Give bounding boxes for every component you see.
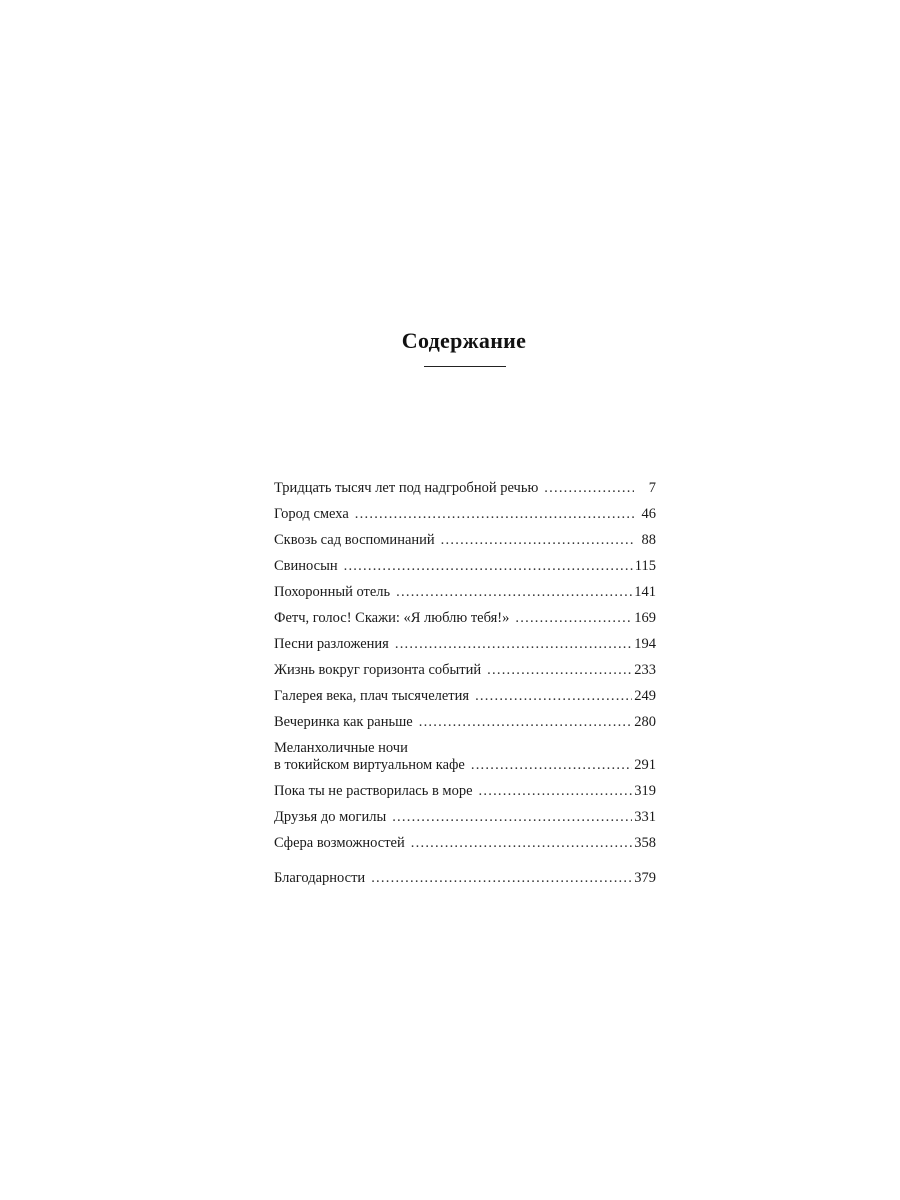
- toc-leader-dots: [371, 870, 632, 887]
- toc-leader-dots: [419, 714, 633, 731]
- toc-entry: [274, 662, 656, 679]
- toc-leader-dots: [479, 783, 633, 800]
- toc-entry-title: Друзья до могилы: [274, 809, 387, 825]
- toc-entry-title: Сквозь сад воспоминаний: [274, 532, 435, 548]
- toc-leader-dots: [344, 558, 633, 575]
- toc-leader-dots: [355, 506, 634, 523]
- toc-entry-page: 141: [634, 584, 656, 600]
- toc-entry-page: 169: [634, 610, 656, 626]
- toc-entry-title: Галерея века, плач тысячелетия: [274, 688, 470, 704]
- toc-entry-title: Пока ты не растворилась в море: [274, 783, 473, 799]
- toc-entry-title: Вечеринка как раньше: [274, 714, 413, 730]
- toc-entry-page: 115: [634, 558, 656, 574]
- toc-entry: [274, 480, 656, 497]
- toc-leader-dots: [475, 688, 632, 705]
- toc-entry: [274, 558, 656, 575]
- toc-leader-dots: [544, 480, 634, 497]
- toc-entry: [274, 636, 656, 653]
- toc-entry-page: 233: [634, 662, 656, 678]
- toc-entry-title: Похоронный отель: [274, 584, 391, 600]
- toc-leader-dots: [392, 809, 632, 826]
- toc-entry-page: 379: [634, 870, 656, 886]
- toc-entry: [274, 584, 656, 601]
- toc-entry-page: 249: [634, 688, 656, 704]
- toc-entry: [274, 714, 656, 731]
- toc-entry-page: 291: [634, 757, 656, 773]
- toc-leader-dots: [411, 835, 632, 852]
- toc-leader-dots: [396, 584, 632, 601]
- toc-entry-page: 319: [634, 783, 656, 799]
- toc-entry-title: Сфера возможностей: [274, 835, 405, 851]
- toc-entry-page: 358: [634, 835, 656, 851]
- toc-entry-page: 7: [648, 480, 656, 496]
- toc-entry: [274, 809, 656, 826]
- toc-leader-dots: [441, 532, 634, 549]
- title-underline: [424, 366, 506, 367]
- toc-entry: [274, 783, 656, 800]
- toc-entry-page: 194: [634, 636, 656, 652]
- page-title: Содержание: [401, 328, 527, 353]
- toc-entry-title: Тридцать тысяч лет под надгробной речью: [274, 480, 539, 496]
- toc-entry: [274, 835, 656, 852]
- toc-entry: [274, 610, 656, 627]
- toc-entry-title: Песни разложения: [274, 636, 389, 652]
- table-of-contents: [274, 480, 656, 896]
- toc-entry-acknowledgements: [274, 870, 656, 887]
- toc-leader-dots: [471, 757, 632, 774]
- toc-entry-title: Город смеха: [274, 506, 349, 522]
- toc-entry: [274, 532, 656, 549]
- toc-leader-dots: [515, 610, 632, 627]
- toc-entry-title: Фетч, голос! Скажи: «Я люблю тебя!»: [274, 610, 510, 626]
- toc-entry-title: Жизнь вокруг горизонта событий: [274, 662, 482, 678]
- toc-entry: [274, 506, 656, 523]
- toc-entry-page: 46: [641, 506, 656, 522]
- toc-entry-title: Свиносын: [274, 558, 338, 574]
- toc-leader-dots: [395, 636, 632, 653]
- toc-entry: [274, 688, 656, 705]
- toc-entry-page: 331: [634, 809, 656, 825]
- toc-entry-page: 88: [641, 532, 656, 548]
- toc-entry: [274, 740, 656, 774]
- toc-entry-page: 280: [634, 714, 656, 730]
- toc-leader-dots: [487, 662, 632, 679]
- toc-entry-title: Меланхоличные ночи в токийском виртуальном кафе: [274, 740, 465, 773]
- toc-entry-title: Благодарности: [274, 870, 366, 886]
